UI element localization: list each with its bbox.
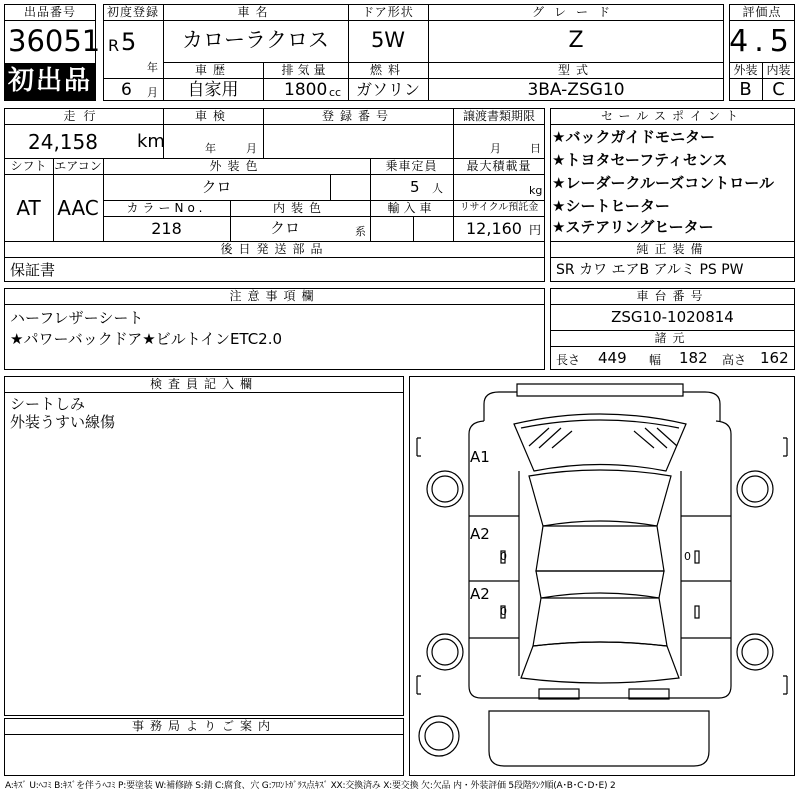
first-listing-text: 初出品 bbox=[7, 66, 92, 96]
doors: 5W bbox=[370, 28, 406, 52]
damage-mark: A2 bbox=[470, 585, 490, 603]
lot-number-label: 出品番号 bbox=[23, 5, 76, 19]
height: 162 bbox=[760, 349, 789, 367]
car-name-label: 車名 bbox=[237, 5, 274, 19]
shift-label: シフト bbox=[10, 159, 47, 173]
recycle-unit: 円 bbox=[529, 223, 542, 237]
equipment-label: 純正装備 bbox=[636, 242, 709, 256]
sales-points-label: セールスポイント bbox=[601, 109, 744, 123]
year-unit: 年 bbox=[147, 61, 158, 74]
capacity: 5 bbox=[410, 178, 420, 196]
inspector-line-1: シートしみ bbox=[10, 395, 86, 413]
era-year: 5 bbox=[121, 28, 137, 56]
int-color-label: 内装色 bbox=[272, 201, 327, 215]
fuel-label: 燃料 bbox=[369, 63, 406, 77]
shift: AT bbox=[16, 196, 41, 220]
score-label: 評価点 bbox=[742, 5, 782, 19]
width: 182 bbox=[679, 349, 708, 367]
displacement-unit: cc bbox=[329, 86, 342, 99]
mileage-unit: km bbox=[137, 131, 165, 152]
inspector-line-2: 外装うすい線傷 bbox=[10, 413, 116, 431]
door-mark: 0 bbox=[500, 605, 507, 618]
length-label: 長さ bbox=[556, 353, 581, 367]
height-label: 高さ bbox=[722, 353, 747, 367]
width-label: 幅 bbox=[649, 353, 662, 367]
door-mark: 0 bbox=[684, 550, 691, 563]
first-reg-label: 初度登録 bbox=[106, 5, 159, 19]
color-no: 218 bbox=[151, 219, 182, 238]
mileage: 24,158 bbox=[28, 130, 98, 154]
int-grade: C bbox=[772, 79, 785, 100]
doors-label: ドア形状 bbox=[362, 5, 414, 19]
damage-mark: A2 bbox=[470, 525, 490, 543]
damage-mark: A1 bbox=[470, 448, 490, 466]
capacity-label: 乗車定員 bbox=[385, 159, 438, 173]
ext-grade-label: 外装 bbox=[733, 63, 758, 77]
int-color: クロ bbox=[269, 219, 300, 237]
color-no-label: カラーNo. bbox=[126, 201, 207, 215]
equipment-value: SR カワ エアB アルミ PS PW bbox=[556, 262, 744, 278]
import-label: 輸入車 bbox=[387, 201, 436, 215]
transfer-day-unit: 日 bbox=[530, 142, 541, 155]
score: 4.5 bbox=[729, 24, 795, 59]
dims-label: 諸元 bbox=[654, 331, 691, 345]
legend: A:ｷｽﾞ U:ﾍｺﾐ B:ｷｽﾞを伴うﾍｺﾐ P:要塗装 W:補修跡 S:錆 C:腐食、穴 G:ﾌﾛﾝﾄｶﾞﾗｽ点ｷｽﾞ XX:交換済み X:要交換 欠:欠品 内・外装評価 5段階ﾗﾝｸ順(A･B･C･D･E) 2 bbox=[5, 781, 616, 791]
sales-point-item: ★バックガイドモニター bbox=[552, 128, 715, 146]
chassis-label: 車台番号 bbox=[636, 289, 709, 303]
ac: AAC bbox=[57, 196, 99, 220]
notes-line-1: ハーフレザーシート bbox=[10, 309, 144, 327]
sales-point-item: ★レーダークルーズコントロール bbox=[552, 174, 774, 192]
int-grade-label: 内装 bbox=[766, 63, 791, 77]
inspection-year-unit: 年 bbox=[205, 142, 216, 155]
model-label: 型式 bbox=[557, 63, 594, 77]
inspector-label: 検査員記入欄 bbox=[149, 377, 258, 391]
car-diagram bbox=[409, 376, 795, 776]
month: 6 bbox=[121, 80, 132, 100]
load-label: 最大積載量 bbox=[466, 159, 532, 173]
sales-point-item: ★トヨタセーフティセンス bbox=[552, 151, 728, 169]
displacement: 1800 bbox=[284, 80, 328, 100]
ext-color-label: 外装色 bbox=[209, 159, 264, 173]
history: 自家用 bbox=[187, 80, 239, 100]
ac-label: エアコン bbox=[54, 159, 102, 173]
office-label: 事務局よりご案内 bbox=[131, 719, 276, 733]
sales-point-item: ★シートヒーター bbox=[552, 197, 670, 215]
era: R bbox=[108, 36, 120, 55]
ext-grade: B bbox=[739, 79, 752, 100]
notes-line-2: ★パワーバックドア★ビルトインETC2.0 bbox=[10, 330, 283, 348]
fuel: ガソリン bbox=[355, 80, 420, 99]
displacement-label: 排気量 bbox=[281, 63, 330, 77]
sales-point-item: ★ステアリングヒーター bbox=[552, 218, 714, 236]
capacity-unit: 人 bbox=[432, 182, 443, 195]
history-label: 車歴 bbox=[194, 63, 231, 77]
int-color-unit: 系 bbox=[355, 225, 366, 238]
door-mark: 0 bbox=[500, 550, 507, 563]
ext-color: クロ bbox=[201, 178, 232, 196]
later-docs: 保証書 bbox=[10, 261, 56, 279]
load-unit: kg bbox=[529, 184, 543, 197]
recycle: 12,160 bbox=[466, 219, 522, 238]
recycle-label: リサイクル預託金 bbox=[459, 202, 539, 213]
later-docs-label: 後日発送部品 bbox=[220, 242, 329, 256]
model: 3BA-ZSG10 bbox=[527, 80, 625, 100]
grade: Z bbox=[568, 28, 584, 53]
grade-label: グレード bbox=[531, 5, 620, 19]
month-unit: 月 bbox=[147, 86, 158, 99]
chassis-number: ZSG10-1020814 bbox=[611, 308, 734, 326]
lot-number: 36051 bbox=[8, 24, 101, 58]
inspection-label: 車検 bbox=[194, 109, 231, 123]
mileage-label: 走行 bbox=[63, 109, 104, 123]
notes-label: 注意事項欄 bbox=[229, 289, 320, 303]
reg-no-label: 登録番号 bbox=[321, 109, 394, 123]
length: 449 bbox=[598, 349, 627, 367]
transfer-label: 譲渡書類期限 bbox=[462, 109, 535, 123]
transfer-month-unit: 月 bbox=[490, 142, 501, 155]
inspection-month-unit: 月 bbox=[246, 142, 257, 155]
car-name: カローラクロス bbox=[182, 28, 329, 52]
